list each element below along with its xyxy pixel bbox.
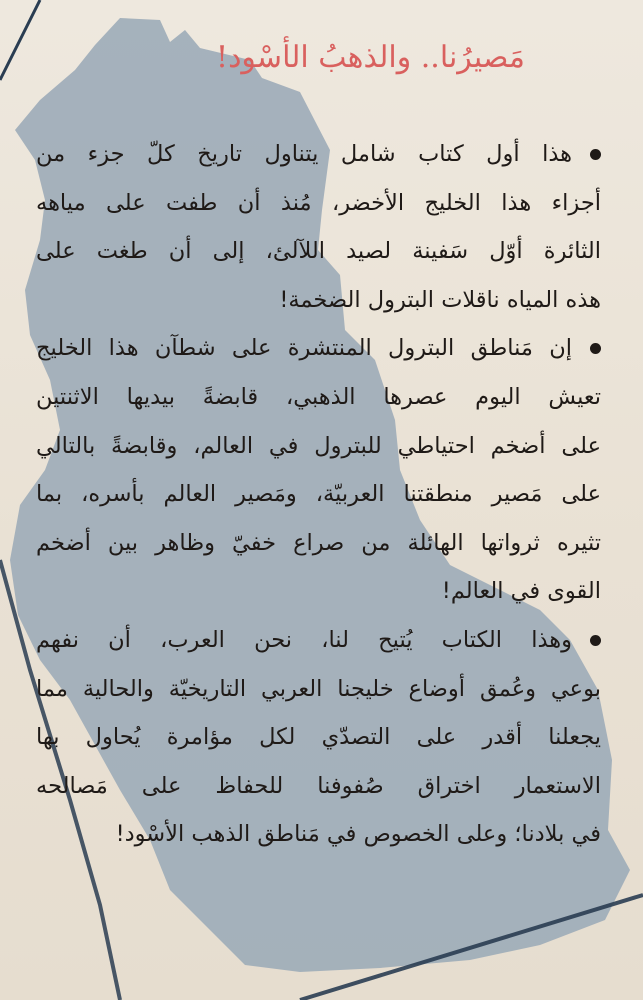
bullet-icon (590, 343, 601, 354)
description-text (36, 130, 601, 859)
text-line: على مَصير منطقتنا العربيّة، ومَصير العالم بأسره، بما (36, 481, 601, 508)
text-line: تثيره ثرواتها الهائلة من صراع خفيّ وظاهر بين أضخم (36, 529, 601, 556)
line-text: إن مَناطق البترول المنتشرة على شطآن هذا الخليج (36, 335, 572, 362)
cover-title: مَصيرُنا.. والذهبُ الأسْود! (216, 40, 525, 75)
paragraph-1 (36, 130, 601, 324)
bullet-icon (590, 149, 601, 160)
text-line (36, 130, 601, 179)
text-line: الاستعمار اختراق صُفوفنا للحفاظ على مَصالحه (36, 772, 601, 799)
text-line: القوى في العالم! (441, 578, 601, 605)
text-line: بوعي وعُمق أوضاع خليجنا العربي التاريخيّة والحالية مما (36, 675, 601, 702)
text-line: هذه المياه ناقلات البترول الضخمة! (279, 286, 601, 313)
page-diagonal-line (0, 0, 40, 80)
text-line (36, 616, 601, 665)
text-line: على أضخم احتياطي للبترول في العالم، وقابضةً بالتالي (36, 432, 601, 459)
bullet-icon (590, 635, 601, 646)
text-line (36, 324, 601, 373)
text-line: تعيش اليوم عصرها الذهبي، قابضةً بيديها الاثنتين (36, 383, 601, 410)
text-line: يجعلنا أقدر على التصدّي لكل مؤامرة يُحاول بها (36, 724, 601, 751)
paragraph-2 (36, 324, 601, 616)
line-text: هذا أول كتاب شامل يتناول تاريخ كلّ جزء من (36, 141, 572, 167)
line-text: وهذا الكتاب يُتيح لنا، نحن العرب، أن نفهم (36, 626, 572, 653)
paragraph-3 (36, 616, 601, 859)
text-line: أجزاء هذا الخليج الأخضر، مُنذ أن طفت على مياهه (36, 189, 601, 216)
text-line: في بلادنا؛ وعلى الخصوص في مَناطق الذهب الأسْود! (115, 821, 601, 848)
text-line: الثائرة أوّل سَفينة لصيد اللآلئ، إلى أن طغت على (36, 238, 601, 265)
